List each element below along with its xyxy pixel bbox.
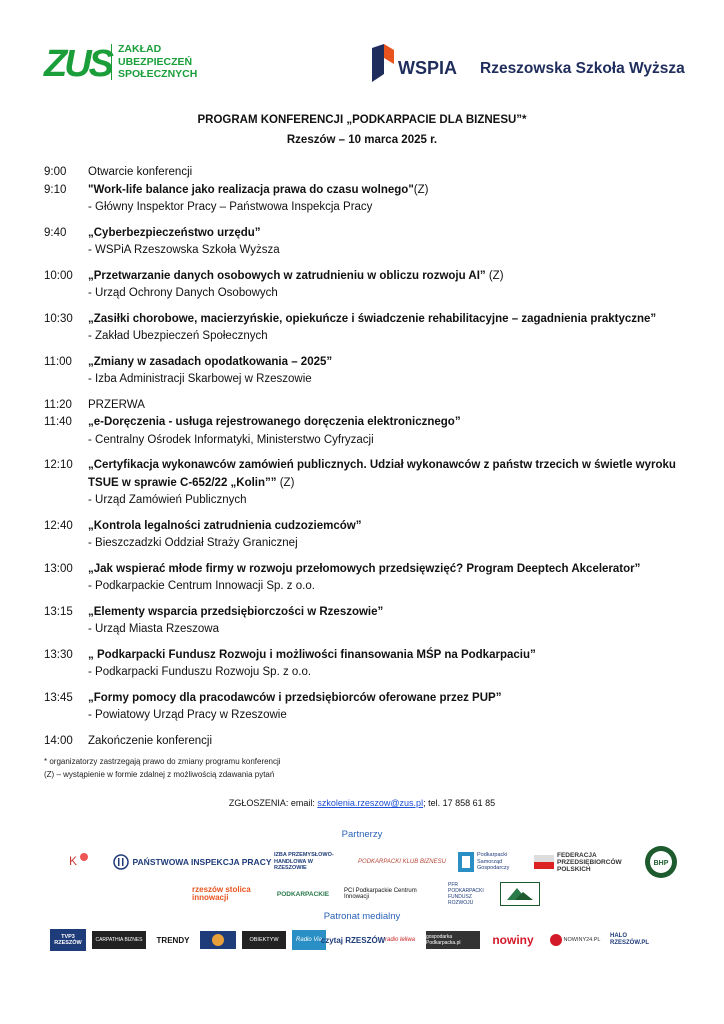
- pip-label: PAŃSTWOWA INSPEKCJA PRACY: [132, 857, 272, 867]
- agenda-title: „Przetwarzanie danych osobowych w zatrudnieniu w obliczu rozwoju AI”: [88, 269, 486, 282]
- agenda-content: [88, 397, 684, 415]
- agenda-gap: [44, 682, 684, 690]
- czytaj-label: czytaj RZESZÓW: [320, 935, 386, 945]
- arrows-logo-icon: [505, 886, 535, 902]
- partner-logo-fpp: [534, 847, 638, 877]
- partner-logo-pkb: [352, 847, 452, 877]
- partners-label: Partnerzy: [341, 829, 383, 840]
- psg-emblem-icon: [458, 852, 474, 872]
- agenda-gap: [44, 260, 684, 268]
- agenda-speaker: - Centralny Ośrodek Informatyki, Ministerstwo Cyfryzacji: [88, 433, 374, 446]
- rzeszow-label: rzeszów stolica innowacji: [192, 885, 251, 902]
- agenda-content: [88, 164, 684, 182]
- agenda-speaker: - WSPiA Rzeszowska Szkoła Wyższa: [88, 244, 280, 256]
- radiovia-label: Radio Via: [296, 937, 322, 943]
- agenda-speaker: - Zakład Ubezpieczeń Społecznych: [88, 330, 268, 342]
- agenda-title-line: [88, 604, 684, 622]
- agenda-title: „Elementy wsparcia przedsiębiorczości w Rzeszowie”: [88, 605, 384, 618]
- agenda-title-line: [88, 164, 684, 182]
- agenda-content: [88, 561, 684, 596]
- media-row: [50, 928, 680, 952]
- agenda-list: [44, 164, 684, 750]
- media-logo-nowiny24: [546, 930, 604, 950]
- agenda-title: Otwarcie konferencji: [88, 166, 193, 178]
- page-header: [0, 0, 724, 100]
- agenda-title: "Work-life balance jako realizacja prawa do czasu wolnego": [88, 183, 414, 196]
- agenda-speaker: - Bieszczadzki Oddział Straży Granicznej: [88, 537, 298, 549]
- agenda-content: [88, 225, 684, 260]
- partners-row-2: [192, 880, 542, 908]
- agenda-content: [88, 182, 684, 217]
- globe-icon: [211, 933, 225, 947]
- zus-name-line-1: ZAKŁAD: [118, 43, 162, 55]
- partner-logo-pip: [116, 847, 272, 877]
- agenda-content: [88, 518, 684, 553]
- media-logo-leliwa: [380, 930, 420, 950]
- media-logo-globe: [200, 931, 236, 949]
- agenda-item: [44, 518, 684, 553]
- leliwa-label: radio leliwa: [384, 936, 415, 943]
- svg-text:K: K: [69, 854, 78, 868]
- pip-emblem-icon: [113, 854, 129, 870]
- wspia-mark-icon: [372, 44, 394, 82]
- media-label: Patronat medialny: [323, 911, 401, 922]
- bhp-seal-icon: [644, 845, 678, 879]
- agenda-gap: [44, 725, 684, 733]
- agenda-title-line: [88, 268, 684, 286]
- agenda-content: [88, 311, 684, 346]
- agenda-title: „e-Doręczenia - usługa rejestrowanego doręczenia elektronicznego”: [88, 416, 461, 428]
- pfr-label: PFR PODKARPACKI FUNDUSZ ROZWOJU: [448, 882, 484, 906]
- agenda-item: [44, 397, 684, 415]
- agenda-time: 9:00: [44, 166, 67, 178]
- agenda-item: [44, 647, 684, 682]
- fpp-label: FEDERACJA PRZEDSIĘBIORCÓW POLSKICH: [557, 851, 622, 873]
- agenda-gap: [44, 596, 684, 604]
- partner-logo-rzeszow: [192, 882, 262, 906]
- agenda-content: [88, 647, 684, 682]
- agenda-gap: [44, 303, 684, 311]
- agenda-content: [88, 604, 684, 639]
- agenda-time: 9:10: [44, 183, 67, 196]
- agenda-title-line: [88, 397, 684, 415]
- agenda-time: 13:45: [44, 691, 73, 704]
- nowiny24-icon: [550, 934, 562, 946]
- agenda-speaker: - Podkarpackie Centrum Innowacji Sp. z o.o.: [88, 580, 315, 592]
- agenda-item: [44, 457, 684, 510]
- media-logo-czytaj: [320, 930, 386, 950]
- agenda-title-line: [88, 311, 684, 329]
- partner-logo-pfr: [448, 882, 492, 906]
- agenda-title: „Kontrola legalności zatrudnienia cudzoziemców”: [88, 519, 362, 532]
- media-logo-gospodarka: [426, 931, 480, 949]
- agenda-title: „Cyberbezpieczeństwo urzędu”: [88, 226, 261, 239]
- wspia-mark-text: WSPIA: [398, 58, 458, 78]
- program-title: PROGRAM KONFERENCJI „PODKARPACIE DLA BIZNESU”*: [197, 114, 527, 126]
- agenda-remote-note: (Z): [413, 183, 429, 196]
- media-logo-nowiny: [486, 930, 540, 950]
- nowiny24-label: NOWINY24.PL: [563, 937, 601, 943]
- zus-name-line-3: SPOŁECZNYCH: [118, 68, 198, 80]
- agenda-item: [44, 733, 684, 751]
- agenda-speaker: - Urząd Zamówień Publicznych: [88, 494, 247, 506]
- wspia-logo: [372, 44, 685, 84]
- agenda-title: „ Podkarpacki Fundusz Rozwoju i możliwości finansowania MŚP na Podkarpaciu”: [88, 648, 536, 661]
- agenda-time: 12:40: [44, 519, 73, 532]
- agenda-speaker: - Urząd Miasta Rzeszowa: [88, 623, 220, 635]
- partners-row-1: [48, 844, 678, 880]
- agenda-time: 10:00: [44, 269, 73, 282]
- program-date: Rzeszów – 10 marca 2025 r.: [286, 134, 438, 146]
- agenda-title-line: [88, 518, 684, 536]
- agenda-title-line: [88, 733, 684, 751]
- nowiny-label: nowiny: [492, 933, 534, 947]
- agenda-gap: [44, 217, 684, 225]
- halo-label: HALO RZESZÓW.PL: [610, 933, 649, 946]
- podkarpackie-label: PODKARPACKIE: [276, 890, 330, 898]
- agenda-gap: [44, 553, 684, 561]
- agenda-title: „Zasiłki chorobowe, macierzyńskie, opiekuńcze i świadczenie rehabilitacyjne – zagadnienia praktyczne”: [88, 312, 657, 325]
- agenda-time: 13:30: [44, 648, 73, 661]
- agenda-item: [44, 414, 684, 449]
- agenda-title: Zakończenie konferencji: [88, 734, 213, 747]
- media-logo-trendy: [152, 931, 194, 949]
- agenda-title-line: [88, 182, 684, 200]
- agenda-item: [44, 311, 684, 346]
- agenda-item: [44, 164, 684, 182]
- agenda-title-line: [88, 561, 684, 579]
- zus-mark-icon: [44, 42, 111, 85]
- agenda-speaker: - Podkarpacki Funduszu Rozwoju Sp. z o.o.: [88, 666, 312, 678]
- carpathia-label: CARPATHIA BIZNES: [95, 937, 143, 943]
- agenda-time: 9:40: [44, 226, 67, 239]
- media-logo-halo: [610, 930, 664, 950]
- agenda-speaker: - Izba Administracji Skarbowej w Rzeszowie: [88, 373, 312, 385]
- agenda-title-line: [88, 225, 684, 243]
- agenda-speaker: - Powiatowy Urząd Pracy w Rzeszowie: [88, 709, 287, 721]
- obiektyw-label: OBIEKTYW: [249, 937, 279, 943]
- trendy-label: TRENDY: [156, 935, 190, 945]
- agenda-item: [44, 604, 684, 639]
- kip-logo-icon: [69, 849, 89, 875]
- pkb-label: PODKARPACKI KLUB BIZNESU: [358, 859, 446, 865]
- media-logo-carpathia: [92, 931, 146, 949]
- zus-separator: [111, 44, 112, 80]
- agenda-time: 11:00: [44, 355, 72, 368]
- contact-prefix: ZGŁOSZENIA: email:: [228, 798, 318, 808]
- agenda-time: 13:15: [44, 605, 73, 618]
- tvp3-label: TVP3 RZESZÓW: [54, 933, 82, 946]
- pci-label: PCI Podkarpackie Centrum Innowacji: [344, 887, 417, 900]
- agenda-title-line: [88, 647, 684, 665]
- fpp-flag-icon: [534, 855, 554, 869]
- partner-logo-pci: [344, 882, 440, 906]
- agenda-title-line: [88, 354, 684, 372]
- partner-logo-podkarpackie: [270, 882, 336, 906]
- agenda-content: [88, 733, 684, 751]
- agenda-title: „Certyfikacja wykonawców zamówień publicznych. Udział wykonawców z państw trzecich w świetle wyroku TSUE w sprawie C-652/22 „Kolin””: [88, 459, 676, 489]
- agenda-item: [44, 225, 684, 260]
- partner-logo-iph: [274, 846, 346, 878]
- zus-name-line-2: UBEZPIECZEŃ: [118, 55, 193, 68]
- agenda-title: „Zmiany w zasadach opodatkowania – 2025”: [88, 355, 333, 368]
- partner-logo-psg: [458, 847, 528, 877]
- agenda-title-line: [88, 457, 684, 492]
- agenda-item: [44, 268, 684, 303]
- agenda-item: [44, 690, 684, 725]
- footnote-remote: (Z) – wystąpienie w formie zdalnej z możliwością zdawania pytań: [44, 770, 275, 779]
- contact-line: [0, 798, 724, 808]
- contact-phone: ; tel. 17 858 61 85: [423, 798, 496, 808]
- agenda-time: 10:30: [44, 312, 73, 325]
- agenda-content: [88, 457, 684, 510]
- agenda-gap: [44, 346, 684, 354]
- agenda-gap: [44, 639, 684, 647]
- contact-email-link[interactable]: szkolenia.rzeszow@zus.pl: [317, 798, 424, 808]
- agenda-remote-note: (Z): [276, 476, 295, 489]
- agenda-content: [88, 690, 684, 725]
- zus-logo: [44, 42, 214, 84]
- agenda-content: [88, 414, 684, 449]
- agenda-item: [44, 182, 684, 217]
- agenda-time: 13:00: [44, 562, 73, 575]
- agenda-item: [44, 561, 684, 596]
- svg-text:ZUS: ZUS: [44, 43, 111, 85]
- agenda-time: 11:20: [44, 398, 72, 411]
- partner-logo-kip: [48, 847, 110, 877]
- agenda-item: [44, 354, 684, 389]
- agenda-title: „Jak wspierać młode firmy w rozwoju przełomowych przedsięwzięć? Program Deeptech Akcelerator”: [88, 562, 641, 575]
- media-logo-obiektyw: [242, 931, 286, 949]
- agenda-title: PRZERWA: [88, 398, 145, 411]
- agenda-title-line: [88, 414, 684, 432]
- footnote-changes: * organizatorzy zastrzegają prawo do zmiany programu konferencji: [44, 757, 281, 766]
- agenda-time: 11:40: [44, 416, 72, 428]
- media-logo-tvp3: [50, 929, 86, 951]
- agenda-gap: [44, 510, 684, 518]
- agenda-time: 12:10: [44, 459, 73, 471]
- gospodarka-label: gospodarka Podkarpacka.pl: [426, 934, 461, 946]
- agenda-remote-note: (Z): [485, 269, 504, 282]
- agenda-speaker: - Urząd Ochrony Danych Osobowych: [88, 287, 278, 299]
- iph-label: IZBA PRZEMYSŁOWO-HANDLOWA W RZESZOWIE: [274, 852, 334, 872]
- bhp-label: BHP: [653, 860, 669, 867]
- psg-label: Podkarpacki Samorząd Gospodarczy: [477, 852, 510, 872]
- agenda-gap: [44, 389, 684, 397]
- zus-name: [118, 43, 197, 81]
- partner-logo-bhp: [644, 845, 678, 879]
- agenda-title-line: [88, 690, 684, 708]
- agenda-time: 14:00: [44, 734, 73, 747]
- wspia-subtitle: Rzeszowska Szkoła Wyższa: [480, 60, 685, 77]
- agenda-gap: [44, 449, 684, 457]
- agenda-title: „Formy pomocy dla pracodawców i przedsiębiorców oferowane przez PUP”: [88, 691, 502, 704]
- agenda-content: [88, 354, 684, 389]
- partner-logo-arrows: [500, 882, 540, 906]
- agenda-speaker: - Główny Inspektor Pracy – Państwowa Inspekcja Pracy: [88, 201, 373, 213]
- agenda-content: [88, 268, 684, 303]
